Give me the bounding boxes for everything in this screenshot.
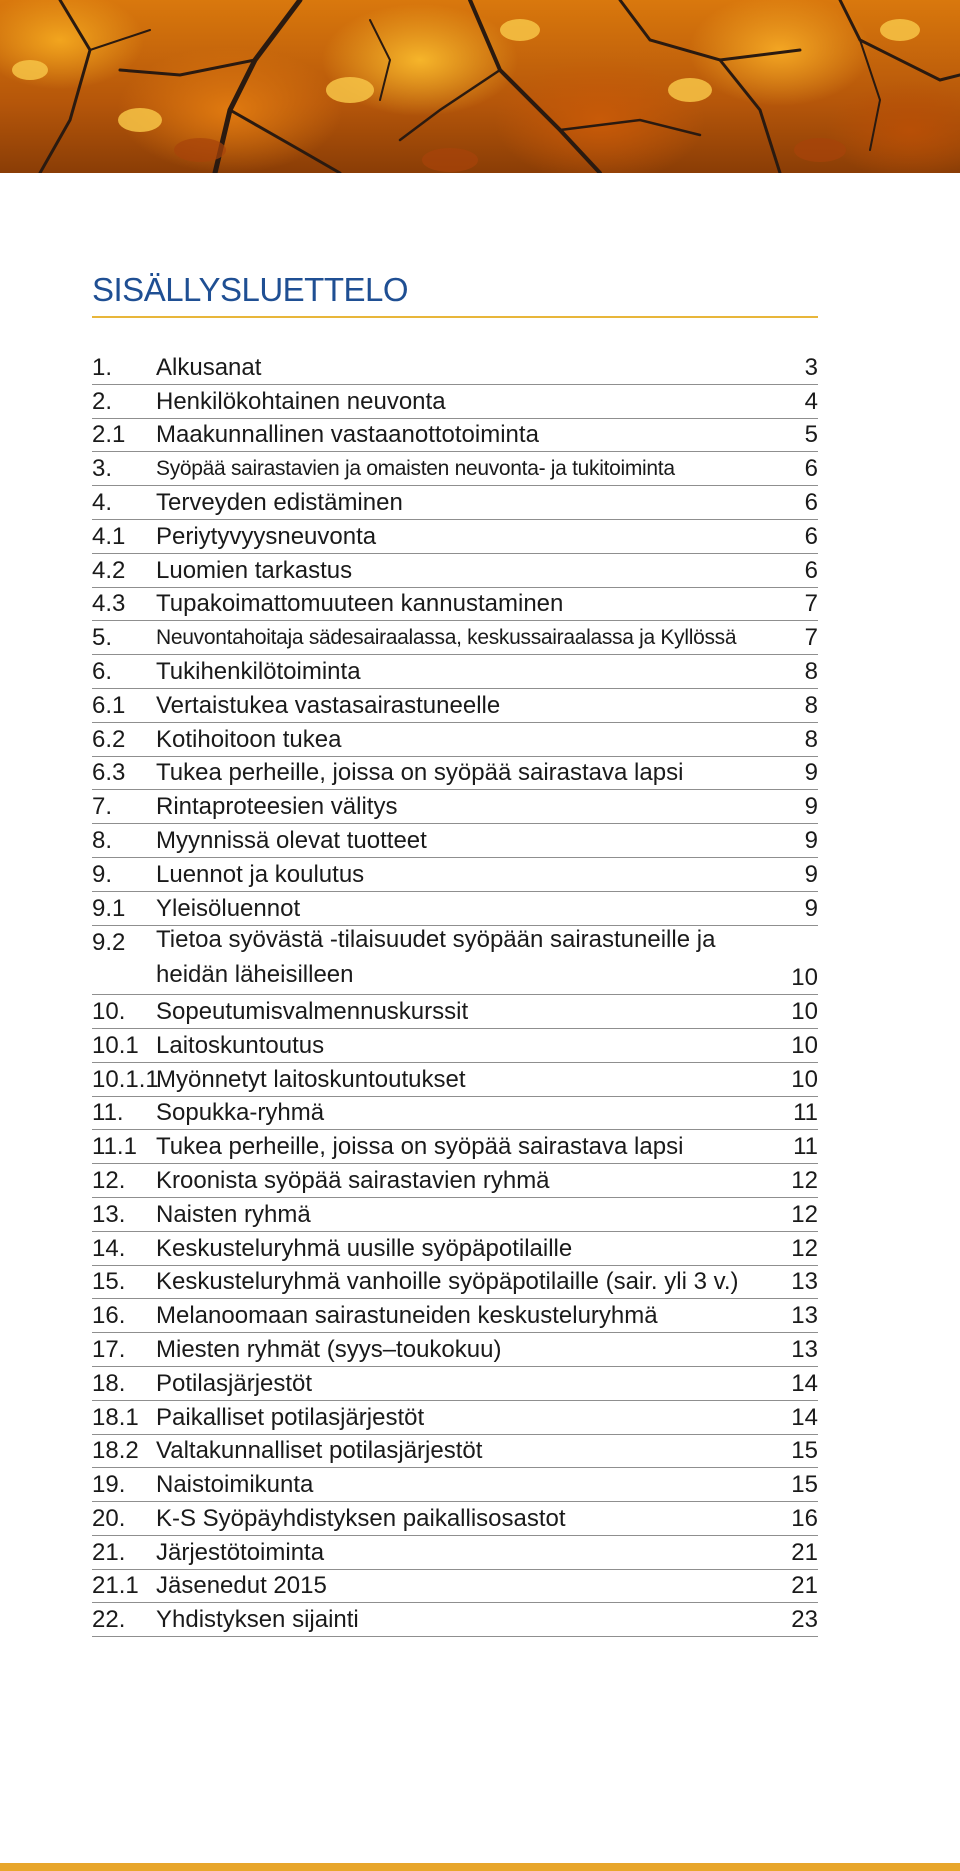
toc-entry bbox=[92, 1333, 818, 1367]
toc-entry-title: Syöpää sairastavien ja omaisten neuvonta- ja tukitoiminta bbox=[156, 457, 675, 481]
toc-entry-page: 11 bbox=[793, 1133, 818, 1161]
toc-entry-page: 5 bbox=[804, 421, 818, 449]
toc-entry bbox=[92, 1029, 818, 1063]
toc-entry-title: Sopukka-ryhmä bbox=[156, 1099, 325, 1127]
toc-entry bbox=[92, 1232, 818, 1266]
toc-entry-number: 20. bbox=[92, 1504, 126, 1532]
toc-entry bbox=[92, 1435, 818, 1469]
toc-entry-number: 2.1 bbox=[92, 421, 126, 449]
toc-entry-page: 15 bbox=[791, 1471, 818, 1499]
toc-entry-number: 21.1 bbox=[92, 1572, 139, 1600]
toc-entry bbox=[92, 621, 818, 655]
toc-entry-number: 17. bbox=[92, 1335, 126, 1363]
toc-entry-title: Melanoomaan sairastuneiden keskusteluryhmä bbox=[156, 1302, 658, 1330]
toc-entry bbox=[92, 1198, 818, 1232]
toc-entry-page: 7 bbox=[804, 624, 818, 652]
toc-entry bbox=[92, 1570, 818, 1604]
toc-entry-number: 4.2 bbox=[92, 556, 126, 584]
toc-entry-title: Rintaproteesien välitys bbox=[156, 793, 398, 821]
toc-entry bbox=[92, 1164, 818, 1198]
toc-entry-number: 22. bbox=[92, 1606, 126, 1634]
toc-entry bbox=[92, 1299, 818, 1333]
toc-entry-title: Vertaistukea vastasairastuneelle bbox=[156, 691, 501, 719]
toc-entry bbox=[92, 1603, 818, 1637]
toc-entry-page: 13 bbox=[791, 1268, 818, 1296]
toc-entry-title: Kotihoitoon tukea bbox=[156, 725, 342, 753]
toc-entry bbox=[92, 1502, 818, 1536]
toc-title: SISÄLLYSLUETTELO bbox=[92, 266, 818, 318]
toc-entry bbox=[92, 1468, 818, 1502]
toc-entry-title: Henkilökohtainen neuvonta bbox=[156, 387, 446, 415]
toc-entry-number: 4.1 bbox=[92, 522, 126, 550]
toc-entry-number: 8. bbox=[92, 826, 113, 854]
toc-entry-number: 3. bbox=[92, 455, 113, 483]
toc-entry-page: 12 bbox=[791, 1200, 818, 1228]
toc-entry bbox=[92, 520, 818, 554]
toc-entry bbox=[92, 1097, 818, 1131]
branches-illustration bbox=[0, 0, 960, 173]
toc-entry-page: 6 bbox=[804, 488, 818, 516]
toc-entry-title: Periytyvyysneuvonta bbox=[156, 522, 377, 550]
toc-entry-number: 11. bbox=[92, 1099, 124, 1127]
toc-entry-title: Valtakunnalliset potilasjärjestöt bbox=[156, 1437, 483, 1465]
toc-entry-title: Laitoskuntoutus bbox=[156, 1031, 325, 1059]
toc-entry bbox=[92, 1266, 818, 1300]
toc-entry bbox=[92, 858, 818, 892]
toc-entry-title: Tietoa syövästä -tilaisuudet syöpään sairastuneille ja heidän läheisilleen bbox=[156, 926, 716, 989]
toc-entry-number: 21. bbox=[92, 1538, 126, 1566]
toc-entry bbox=[92, 926, 818, 996]
toc-entry-title: Neuvontahoitaja sädesairaalassa, keskussairaalassa ja Kyllössä bbox=[156, 626, 737, 650]
toc-entry-number: 6.1 bbox=[92, 691, 126, 719]
toc-entry-number: 18.2 bbox=[92, 1437, 139, 1465]
toc-entry-title: Keskusteluryhmä vanhoille syöpäpotilaille (sair. yli 3 v.) bbox=[156, 1268, 739, 1296]
toc-entry-number: 12. bbox=[92, 1166, 126, 1194]
toc-entry bbox=[92, 1063, 818, 1097]
toc-entry-number: 7. bbox=[92, 793, 113, 821]
toc-entry-title: Tupakoimattomuuteen kannustaminen bbox=[156, 590, 564, 618]
toc-entry bbox=[92, 995, 818, 1029]
toc-entry bbox=[92, 757, 818, 791]
toc-entry-number: 4. bbox=[92, 488, 113, 516]
toc-entry-number: 5. bbox=[92, 624, 113, 652]
toc-entry bbox=[92, 385, 818, 419]
toc-entry-title: Järjestötoiminta bbox=[156, 1538, 325, 1566]
table-of-contents bbox=[92, 266, 818, 1637]
toc-entry-number: 10. bbox=[92, 997, 126, 1025]
toc-entry bbox=[92, 723, 818, 757]
toc-entry-page: 3 bbox=[804, 353, 818, 381]
toc-entry bbox=[92, 588, 818, 622]
toc-entry-page: 8 bbox=[804, 725, 818, 753]
toc-entry-number: 13. bbox=[92, 1200, 126, 1228]
toc-entry-title: Luomien tarkastus bbox=[156, 556, 353, 584]
toc-entry-title: Alkusanat bbox=[156, 353, 262, 381]
toc-entry-page: 13 bbox=[791, 1335, 818, 1363]
toc-entry-title: Sopeutumisvalmennuskurssit bbox=[156, 997, 469, 1025]
toc-entry-title: Kroonista syöpää sairastavien ryhmä bbox=[156, 1166, 550, 1194]
toc-entry-number: 2. bbox=[92, 387, 113, 415]
toc-entry-title: Naisten ryhmä bbox=[156, 1200, 311, 1228]
toc-entry-page: 4 bbox=[804, 387, 818, 415]
toc-entry-title: Keskusteluryhmä uusille syöpäpotilaille bbox=[156, 1234, 573, 1262]
toc-entry bbox=[92, 1401, 818, 1435]
toc-entry-title: Tukihenkilötoiminta bbox=[156, 657, 361, 685]
toc-entry bbox=[92, 1536, 818, 1570]
header-photo-autumn-leaves bbox=[0, 0, 960, 173]
toc-entry bbox=[92, 790, 818, 824]
toc-entry-title: Luennot ja koulutus bbox=[156, 860, 365, 888]
toc-entry bbox=[92, 419, 818, 453]
toc-entry-page: 9 bbox=[804, 860, 818, 888]
toc-entry-page: 21 bbox=[791, 1538, 818, 1566]
toc-entry-page: 15 bbox=[791, 1437, 818, 1465]
toc-entry-page: 23 bbox=[791, 1606, 818, 1634]
toc-entry-page: 9 bbox=[804, 894, 818, 922]
toc-entry-number: 9.2 bbox=[92, 928, 126, 956]
toc-entry-title: Terveyden edistäminen bbox=[156, 488, 403, 516]
toc-entry-page: 10 bbox=[791, 997, 818, 1025]
toc-entry-number: 15. bbox=[92, 1268, 126, 1296]
toc-entry-title: Jäsenedut 2015 bbox=[156, 1572, 327, 1600]
toc-entry-number: 9.1 bbox=[92, 894, 126, 922]
toc-entry-number: 18. bbox=[92, 1369, 126, 1397]
toc-entry bbox=[92, 554, 818, 588]
toc-entry-page: 16 bbox=[791, 1504, 818, 1532]
toc-entry-page: 9 bbox=[804, 826, 818, 854]
toc-entry-page: 7 bbox=[804, 590, 818, 618]
toc-entry-number: 19. bbox=[92, 1471, 126, 1499]
toc-entry-number: 4.3 bbox=[92, 590, 126, 618]
toc-entry-page: 12 bbox=[791, 1234, 818, 1262]
toc-entry-page: 14 bbox=[791, 1369, 818, 1397]
toc-entry bbox=[92, 655, 818, 689]
toc-entry-number: 6.2 bbox=[92, 725, 126, 753]
bottom-accent-bar bbox=[0, 1863, 960, 1871]
toc-entry-number: 18.1 bbox=[92, 1403, 139, 1431]
toc-list bbox=[92, 351, 818, 1637]
toc-entry-number: 9. bbox=[92, 860, 113, 888]
toc-entry-page: 6 bbox=[804, 522, 818, 550]
toc-entry-number: 6.3 bbox=[92, 759, 126, 787]
toc-entry-page: 12 bbox=[791, 1166, 818, 1194]
toc-entry-page: 10 bbox=[791, 964, 818, 992]
toc-entry-page: 8 bbox=[804, 691, 818, 719]
toc-entry-page: 9 bbox=[804, 759, 818, 787]
toc-entry-number: 16. bbox=[92, 1302, 126, 1330]
toc-entry-page: 8 bbox=[804, 657, 818, 685]
toc-entry-title: Myynnissä olevat tuotteet bbox=[156, 826, 427, 854]
toc-entry-page: 6 bbox=[804, 455, 818, 483]
toc-entry-title: Myönnetyt laitoskuntoutukset bbox=[156, 1065, 466, 1093]
toc-entry-page: 10 bbox=[791, 1031, 818, 1059]
toc-entry-page: 14 bbox=[791, 1403, 818, 1431]
toc-entry bbox=[92, 689, 818, 723]
toc-entry-title: Maakunnallinen vastaanottotoiminta bbox=[156, 421, 539, 449]
toc-entry bbox=[92, 1130, 818, 1164]
toc-entry bbox=[92, 452, 818, 486]
toc-entry-number: 10.1 bbox=[92, 1031, 139, 1059]
toc-entry-title: Miesten ryhmät (syys–toukokuu) bbox=[156, 1335, 502, 1363]
toc-entry-title: Naistoimikunta bbox=[156, 1471, 314, 1499]
toc-entry bbox=[92, 486, 818, 520]
toc-entry-page: 21 bbox=[791, 1572, 818, 1600]
toc-entry-number: 1. bbox=[92, 353, 113, 381]
toc-entry-number: 10.1.1 bbox=[92, 1065, 159, 1093]
toc-entry bbox=[92, 351, 818, 385]
toc-entry-page: 10 bbox=[791, 1065, 818, 1093]
toc-entry-title: Tukea perheille, joissa on syöpää sairastava lapsi bbox=[156, 759, 684, 787]
toc-entry-title: Yhdistyksen sijainti bbox=[156, 1606, 359, 1634]
toc-entry-page: 9 bbox=[804, 793, 818, 821]
toc-entry-title: Potilasjärjestöt bbox=[156, 1369, 313, 1397]
toc-entry-title: Paikalliset potilasjärjestöt bbox=[156, 1403, 425, 1431]
toc-entry-title: Yleisöluennot bbox=[156, 894, 301, 922]
toc-entry-title: Tukea perheille, joissa on syöpää sairastava lapsi bbox=[156, 1133, 684, 1161]
toc-entry-page: 13 bbox=[791, 1302, 818, 1330]
toc-entry-number: 11.1 bbox=[92, 1133, 137, 1161]
toc-entry bbox=[92, 892, 818, 926]
toc-entry bbox=[92, 1367, 818, 1401]
toc-entry-page: 11 bbox=[793, 1099, 818, 1127]
toc-entry-number: 14. bbox=[92, 1234, 126, 1262]
toc-entry-title: K-S Syöpäyhdistyksen paikallisosastot bbox=[156, 1504, 566, 1532]
toc-entry-page: 6 bbox=[804, 556, 818, 584]
toc-entry bbox=[92, 824, 818, 858]
toc-entry-number: 6. bbox=[92, 657, 113, 685]
